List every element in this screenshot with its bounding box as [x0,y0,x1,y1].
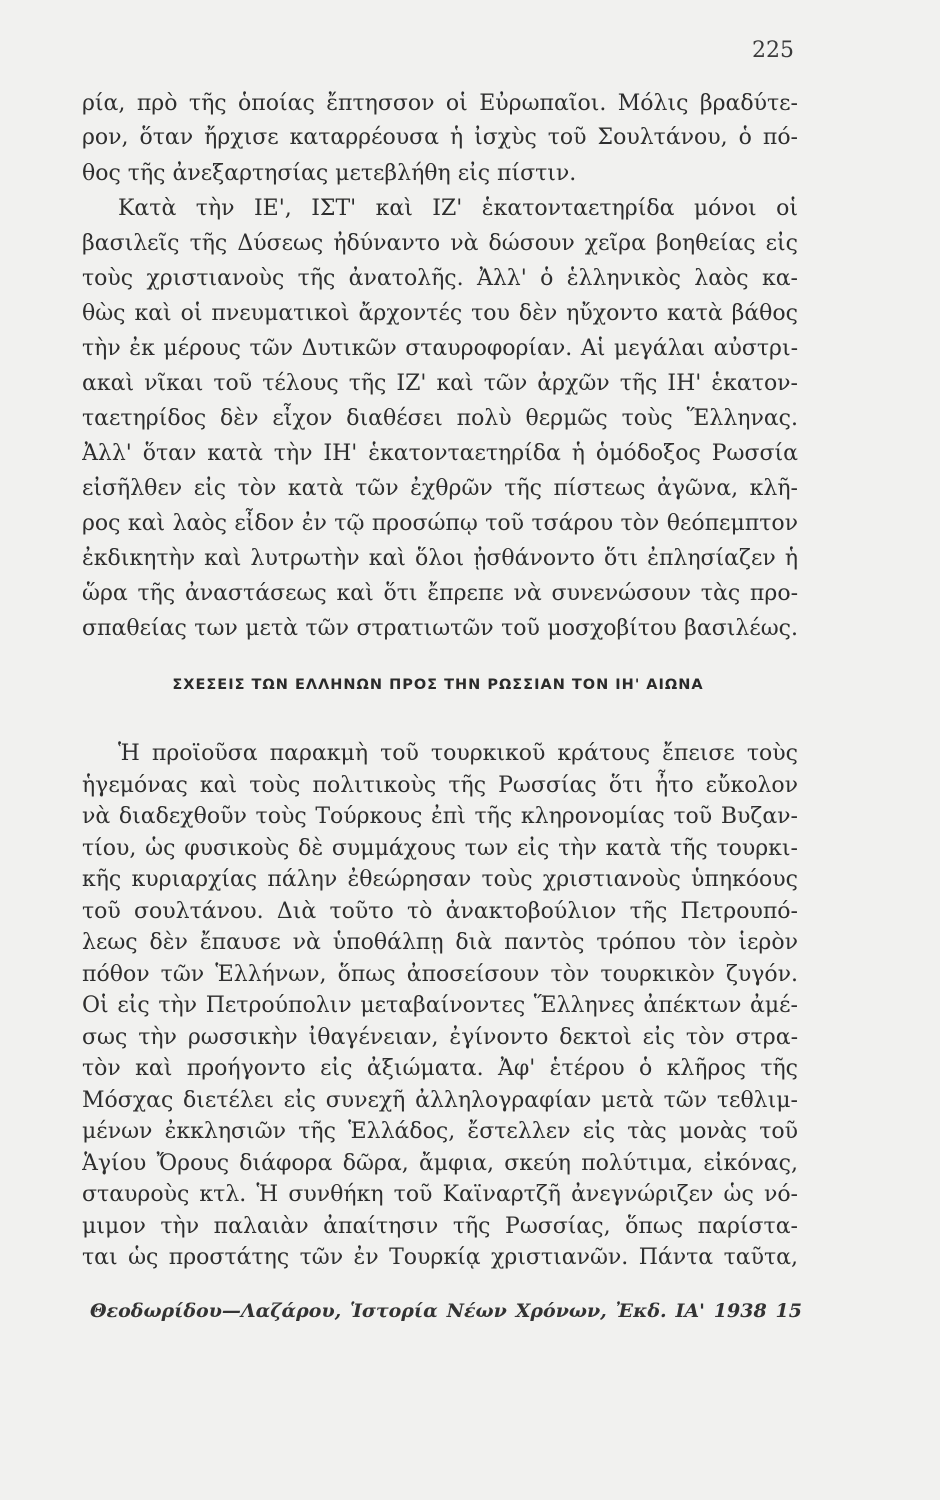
text-line: Μόσχας διετέλει εἰς συνεχῆ ἀλληλογραφίαν μετὰ τῶν τεθλιμ- [82,1088,798,1113]
text-line: πόθον τῶν Ἑλλήνων, ὅπως ἀποσείσουν τὸν τουρκικὸν ζυγόν. [82,962,798,987]
text-line: ρία, πρὸ τῆς ὁποίας ἔπτησσον οἱ Εὐρωπαῖοι. Μόλις βραδύτε- [82,91,798,116]
text-line: Ἡ προϊοῦσα παρακμὴ τοῦ τουρκικοῦ κράτους ἔπεισε τοὺς [118,741,798,766]
text-line: Οἱ εἰς τὴν Πετρούπολιν μεταβαίνοντες Ἕλληνες ἀπέκτων ἀμέ- [82,993,798,1018]
text-line: τίου, ὡς φυσικοὺς δὲ συμμάχους των εἰς τὴν κατὰ τῆς τουρκι- [82,836,798,861]
text-line: Κατὰ τὴν ΙΕ', ΙΣΤ' καὶ ΙΖ' ἑκατονταετηρίδα μόνοι οἱ [118,196,798,221]
page-footer: Θεοδωρίδου—Λαζάρου, Ἱστορία Νέων Χρόνων, Ἐκδ. ΙΑ' 1938 15 [90,1300,802,1322]
text-line: νὰ διαδεχθοῦν τοὺς Τούρκους ἐπὶ τῆς κληρονομίας τοῦ Βυζαν- [82,804,798,829]
text-line: ται ὡς προστάτης τῶν ἐν Τουρκίᾳ χριστιανῶν. Πάντα ταῦτα, [82,1245,798,1270]
text-line: τὴν ἐκ μέρους τῶν Δυτικῶν σταυροφορίαν. Αἱ μεγάλαι αὐστρι- [82,336,798,361]
text-line: ταετηρίδος δὲν εἶχον διαθέσει πολὺ θερμῶς τοὺς Ἕλληνας. [82,406,798,431]
text-line: μιμον τὴν παλαιὰν ἀπαίτησιν τῆς Ρωσσίας, ὅπως παρίστα- [82,1214,798,1239]
text-line: ἡγεμόνας καὶ τοὺς πολιτικοὺς τῆς Ρωσσίας ὅτι ἦτο εὔκολον [82,773,798,798]
page-number: 225 [752,38,794,63]
text-line: ὥρα τῆς ἀναστάσεως καὶ ὅτι ἔπρεπε νὰ συνενώσουν τὰς προ- [82,581,798,606]
text-line: θος τῆς ἀνεξαρτησίας μετεβλήθη εἰς πίστιν. [82,161,577,186]
text-line: ρος καὶ λαὸς εἶδον ἐν τῷ προσώπῳ τοῦ τσάρου τὸν θεόπεμπτον [82,511,798,536]
section-heading: ΣΧΕΣΕΙΣ ΤΩΝ ΕΛΛΗΝΩΝ ΠΡΟΣ ΤΗΝ ΡΩΣΣΙΑΝ ΤΟΝ ΙΗ' ΑΙΩΝΑ [172,677,704,693]
text-line: τὸν καὶ προήγοντο εἰς ἀξιώματα. Ἀφ' ἑτέρου ὁ κλῆρος τῆς [82,1056,798,1081]
text-line: Ἁγίου Ὄρους διάφορα δῶρα, ἄμφια, σκεύη πολύτιμα, εἰκόνας, [82,1151,798,1176]
text-line: τοὺς χριστιανοὺς τῆς ἀνατολῆς. Ἀλλ' ὁ ἑλληνικὸς λαὸς κα- [82,266,798,291]
text-line: κῆς κυριαρχίας πάλην ἐθεώρησαν τοὺς χριστιανοὺς ὑπηκόους [82,867,798,892]
text-line: εἰσῆλθεν εἰς τὸν κατὰ τῶν ἐχθρῶν τῆς πίστεως ἀγῶνα, κλῆ- [82,476,798,501]
text-line: θὼς καὶ οἱ πνευματικοὶ ἄρχοντές του δὲν ηὔχοντο κατὰ βάθος [82,301,798,326]
text-line: σως τὴν ρωσσικὴν ἰθαγένειαν, ἐγίνοντο δεκτοὶ εἰς τὸν στρα- [82,1025,798,1050]
text-line: μένων ἐκκλησιῶν τῆς Ἑλλάδος, ἔστελλεν εἰς τὰς μονὰς τοῦ [82,1119,798,1144]
text-line: σπαθείας των μετὰ τῶν στρατιωτῶν τοῦ μοσχοβίτου βασιλέως. [82,616,798,641]
text-line: λεως δὲν ἔπαυσε νὰ ὑποθάλπῃ διὰ παντὸς τρόπου τὸν ἱερὸν [82,930,798,955]
text-line: Ἀλλ' ὅταν κατὰ τὴν ΙΗ' ἑκατονταετηρίδα ἡ ὁμόδοξος Ρωσσία [82,441,798,466]
text-line: τοῦ σουλτάνου. Διὰ τοῦτο τὸ ἀνακτοβούλιον τῆς Πετρουπό- [82,899,798,924]
text-line: βασιλεῖς τῆς Δύσεως ἠδύναντο νὰ δώσουν χεῖρα βοηθείας εἰς [82,231,798,256]
text-line: σταυροὺς κτλ. Ἡ συνθήκη τοῦ Καϊναρτζῆ ἀνεγνώριζεν ὡς νό- [82,1182,798,1207]
text-line: ακαὶ νῖκαι τοῦ τέλους τῆς ΙΖ' καὶ τῶν ἀρχῶν τῆς ΙΗ' ἑκατον- [82,371,798,396]
text-line: ρον, ὅταν ἤρχισε καταρρέουσα ἡ ἰσχὺς τοῦ Σουλτάνου, ὁ πό- [82,125,798,150]
text-line: ἐκδικητὴν καὶ λυτρωτὴν καὶ ὅλοι ᾐσθάνοντο ὅτι ἐπλησίαζεν ἡ [82,546,798,571]
